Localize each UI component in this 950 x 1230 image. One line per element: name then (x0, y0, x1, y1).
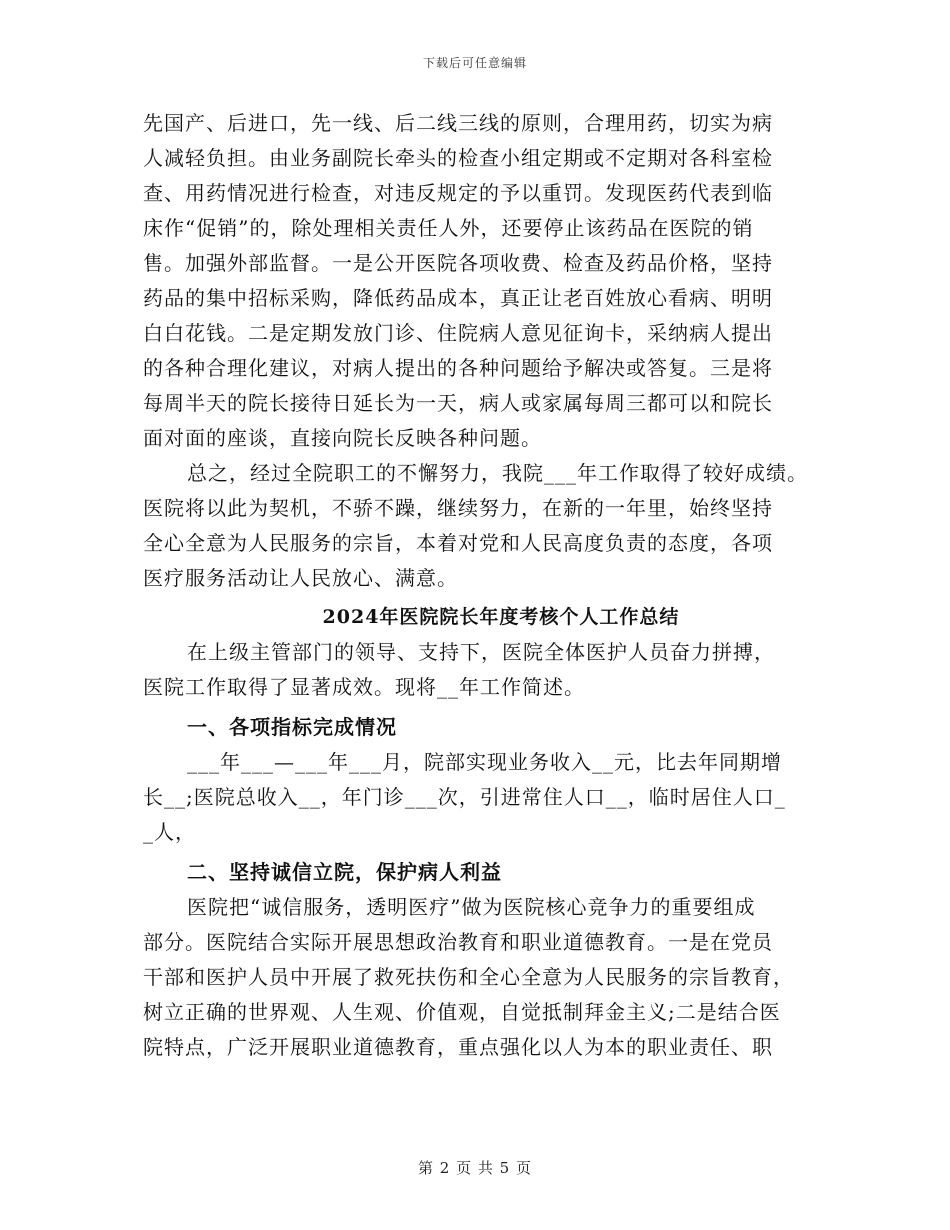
text-line: 的各种合理化建议，对病人提出的各种问题给予解决或答复。三是将 (143, 356, 773, 380)
paragraph-indicators (143, 745, 823, 850)
text-line: 面对面的座谈，直接向院长反映各种问题。 (143, 426, 542, 450)
text-line: 部分。医院结合实际开展思想政治教育和职业道德教育。一是在党员 (143, 930, 773, 954)
text-line: 院特点，广泛开展职业道德教育，重点强化以人为本的职业责任、职 (143, 1035, 773, 1059)
text-line: 白白花钱。二是定期发放门诊、住院病人意见征询卡，采纳病人提出 (143, 321, 773, 345)
paragraph-conclusion (143, 456, 823, 596)
text-line: 医院工作取得了显著成效。现将__年工作简述。 (143, 675, 585, 699)
text-line: 床作“促销”的，除处理相关责任人外，还要停止该药品在医院的销 (143, 216, 754, 240)
text-line: 长__;医院总收入__，年门诊___次，引进常住人口__，临时居住人口_ (143, 785, 786, 809)
text-line: 先国产、后进口，先一线、后二线三线的原则，合理用药，切实为病 (143, 111, 773, 135)
page-number: 第 2 页 共 5 页 (418, 1159, 532, 1177)
text-line: ___年___—___年___月，院部实现业务收入__元，比去年同期增 (187, 750, 782, 774)
text-line: 总之，经过全院职工的不懈努力，我院___年工作取得了较好成绩。 (187, 461, 808, 485)
text-line: 售。加强外部监督。一是公开医院各项收费、检查及药品价格，坚持 (143, 251, 773, 275)
text-line: 每周半天的院长接待日延长为一天，病人或家属每周三都可以和院长 (143, 391, 773, 415)
header-note: 下载后可任意编辑 (422, 56, 527, 70)
paragraph-intro (143, 635, 823, 705)
text-line: 药品的集中招标采购，降低药品成本，真正让老百姓放心看病、明明 (143, 286, 773, 310)
section-title: 2024年医院院长年度考核个人工作总结 (322, 606, 680, 628)
text-line: 人减轻负担。由业务副院长牵头的检查小组定期或不定期对各科室检 (143, 146, 773, 170)
paragraph-integrity (143, 890, 823, 1065)
text-line: 在上级主管部门的领导、支持下，医院全体医护人员奋力拼搏， (187, 640, 775, 664)
text-line: 医疗服务活动让人民放心、满意。 (143, 566, 458, 590)
text-line: 医院将以此为契机，不骄不躁，继续努力，在新的一年里，始终坚持 (143, 496, 773, 520)
text-line: 查、用药情况进行检查，对违反规定的予以重罚。发现医药代表到临 (143, 181, 773, 205)
text-line: 树立正确的世界观、人生观、价值观，自觉抵制拜金主义;二是结合医 (143, 1000, 781, 1024)
paragraph-drug-supervision (143, 106, 823, 456)
text-line: 干部和医护人员中开展了救死扶伤和全心全意为人民服务的宗旨教育， (143, 965, 794, 989)
document-body (143, 106, 823, 1065)
text-line: 全心全意为人民服务的宗旨，本着对党和人民高度负责的态度，各项 (143, 531, 773, 555)
text-line: 医院把“诚信服务，透明医疗”做为医院核心竞争力的重要组成 (187, 895, 756, 919)
heading-integrity: 二、坚持诚信立院，保护病人利益 (187, 860, 502, 884)
text-line: _人， (143, 820, 196, 844)
heading-indicators: 一、各项指标完成情况 (187, 715, 397, 739)
